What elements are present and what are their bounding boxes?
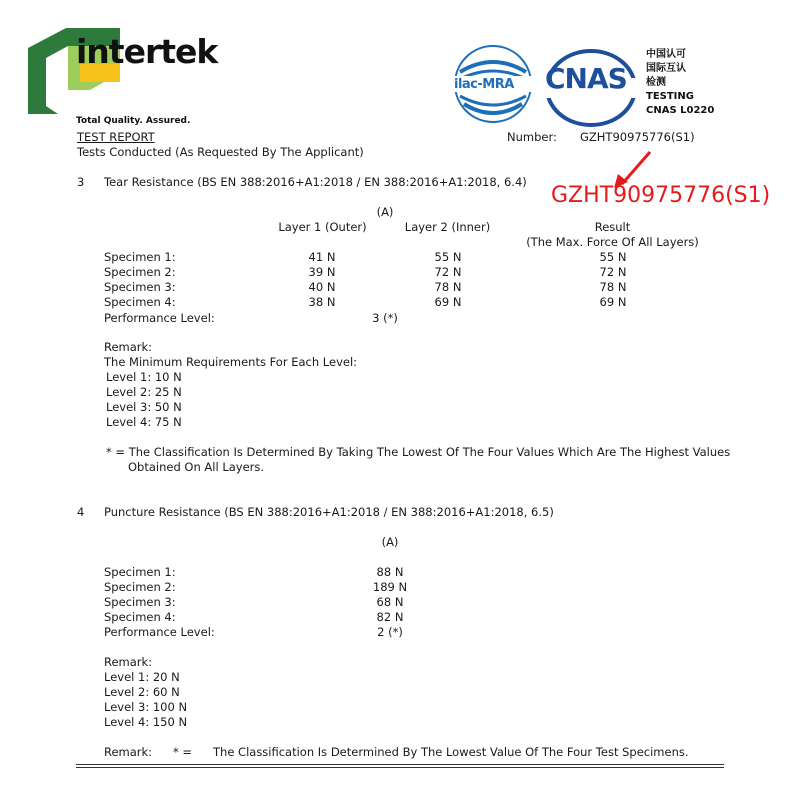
highlighted-number: GZHT90975776(S1) bbox=[551, 183, 771, 208]
tear-footnote-line-2: Obtained On All Layers. bbox=[128, 460, 265, 474]
puncture-section-number: 4 bbox=[77, 505, 85, 519]
tear-row-label: Specimen 4: bbox=[104, 295, 176, 309]
footer-divider-2 bbox=[76, 767, 724, 768]
tear-inner-value: 78 N bbox=[434, 280, 462, 294]
tear-remark-label: Remark: bbox=[104, 340, 153, 354]
puncture-value: 82 N bbox=[376, 610, 404, 624]
number-label: Number: bbox=[507, 130, 557, 144]
tear-outer-value: 41 N bbox=[308, 250, 336, 264]
tear-inner-value: 69 N bbox=[434, 295, 462, 309]
tear-col-result: Result bbox=[594, 220, 631, 234]
number-value: GZHT90975776(S1) bbox=[580, 130, 695, 144]
tear-level-1: Level 1: 10 N bbox=[106, 370, 182, 384]
puncture-remark-label: Remark: bbox=[104, 655, 153, 669]
tear-level-3: Level 3: 50 N bbox=[106, 400, 182, 414]
tear-outer-value: 39 N bbox=[308, 265, 336, 279]
cnas-accreditation-text: 中国认可 国际互认 检测 TESTING CNAS L0220 bbox=[646, 49, 715, 116]
tear-result-value: 72 N bbox=[599, 265, 627, 279]
footer-remark-text: The Classification Is Determined By The Lowest Value Of The Four Test Specimens. bbox=[213, 745, 689, 759]
ilac-mra-text: ilac-MRA bbox=[454, 77, 514, 92]
tear-performance-value: 3 (*) bbox=[372, 311, 398, 325]
puncture-row-label: Specimen 1: bbox=[104, 565, 176, 579]
tear-inner-value: 72 N bbox=[434, 265, 462, 279]
puncture-section-title: Puncture Resistance (BS EN 388:2016+A1:2018 / EN 388:2016+A1:2018, 6.5) bbox=[104, 505, 554, 519]
tear-result-value: 69 N bbox=[599, 295, 627, 309]
cnas-logo-text: CNAS bbox=[545, 62, 627, 95]
footer-star: * = bbox=[173, 745, 193, 759]
tear-performance-label: Performance Level: bbox=[104, 311, 215, 325]
tear-section-number: 3 bbox=[77, 175, 85, 189]
puncture-level-4: Level 4: 150 N bbox=[104, 715, 188, 729]
report-title: TEST REPORT bbox=[77, 130, 155, 144]
tear-inner-value: 55 N bbox=[434, 250, 462, 264]
puncture-row-label: Specimen 4: bbox=[104, 610, 176, 624]
puncture-level-1: Level 1: 20 N bbox=[104, 670, 180, 684]
tear-col-result-sub: (The Max. Force Of All Layers) bbox=[526, 235, 699, 249]
tear-level-4: Level 4: 75 N bbox=[106, 415, 182, 429]
tear-result-value: 55 N bbox=[599, 250, 627, 264]
tear-group-label: (A) bbox=[376, 205, 394, 219]
footer-remark-label: Remark: bbox=[104, 745, 153, 759]
tear-row-label: Specimen 1: bbox=[104, 250, 176, 264]
puncture-level-3: Level 3: 100 N bbox=[104, 700, 188, 714]
tear-result-value: 78 N bbox=[599, 280, 627, 294]
tear-footnote-line-1: * = The Classification Is Determined By Taking The Lowest Of The Four Values Which Are The Highest Values bbox=[106, 445, 731, 459]
puncture-group-label: (A) bbox=[381, 535, 399, 549]
tear-col-inner: Layer 2 (Inner) bbox=[404, 220, 491, 234]
tear-min-requirements: The Minimum Requirements For Each Level: bbox=[104, 355, 358, 369]
puncture-value: 68 N bbox=[376, 595, 404, 609]
tear-col-outer: Layer 1 (Outer) bbox=[278, 220, 367, 234]
tear-row-label: Specimen 3: bbox=[104, 280, 176, 294]
puncture-level-2: Level 2: 60 N bbox=[104, 685, 180, 699]
tear-outer-value: 38 N bbox=[308, 295, 336, 309]
puncture-performance-label: Performance Level: bbox=[104, 625, 215, 639]
puncture-performance-value: 2 (*) bbox=[377, 625, 403, 639]
footer-divider bbox=[76, 764, 724, 765]
tear-row-label: Specimen 2: bbox=[104, 265, 176, 279]
tear-section-title: Tear Resistance (BS EN 388:2016+A1:2018 / EN 388:2016+A1:2018, 6.4) bbox=[104, 175, 527, 189]
puncture-row-label: Specimen 3: bbox=[104, 595, 176, 609]
brand-tagline: Total Quality. Assured. bbox=[76, 116, 191, 126]
tear-level-2: Level 2: 25 N bbox=[106, 385, 182, 399]
tests-conducted: Tests Conducted (As Requested By The Applicant) bbox=[77, 145, 364, 159]
tear-outer-value: 40 N bbox=[308, 280, 336, 294]
puncture-value: 189 N bbox=[372, 580, 408, 594]
intertek-logo bbox=[28, 28, 228, 128]
puncture-row-label: Specimen 2: bbox=[104, 580, 176, 594]
brand-name: intertek bbox=[76, 32, 218, 71]
puncture-value: 88 N bbox=[376, 565, 404, 579]
